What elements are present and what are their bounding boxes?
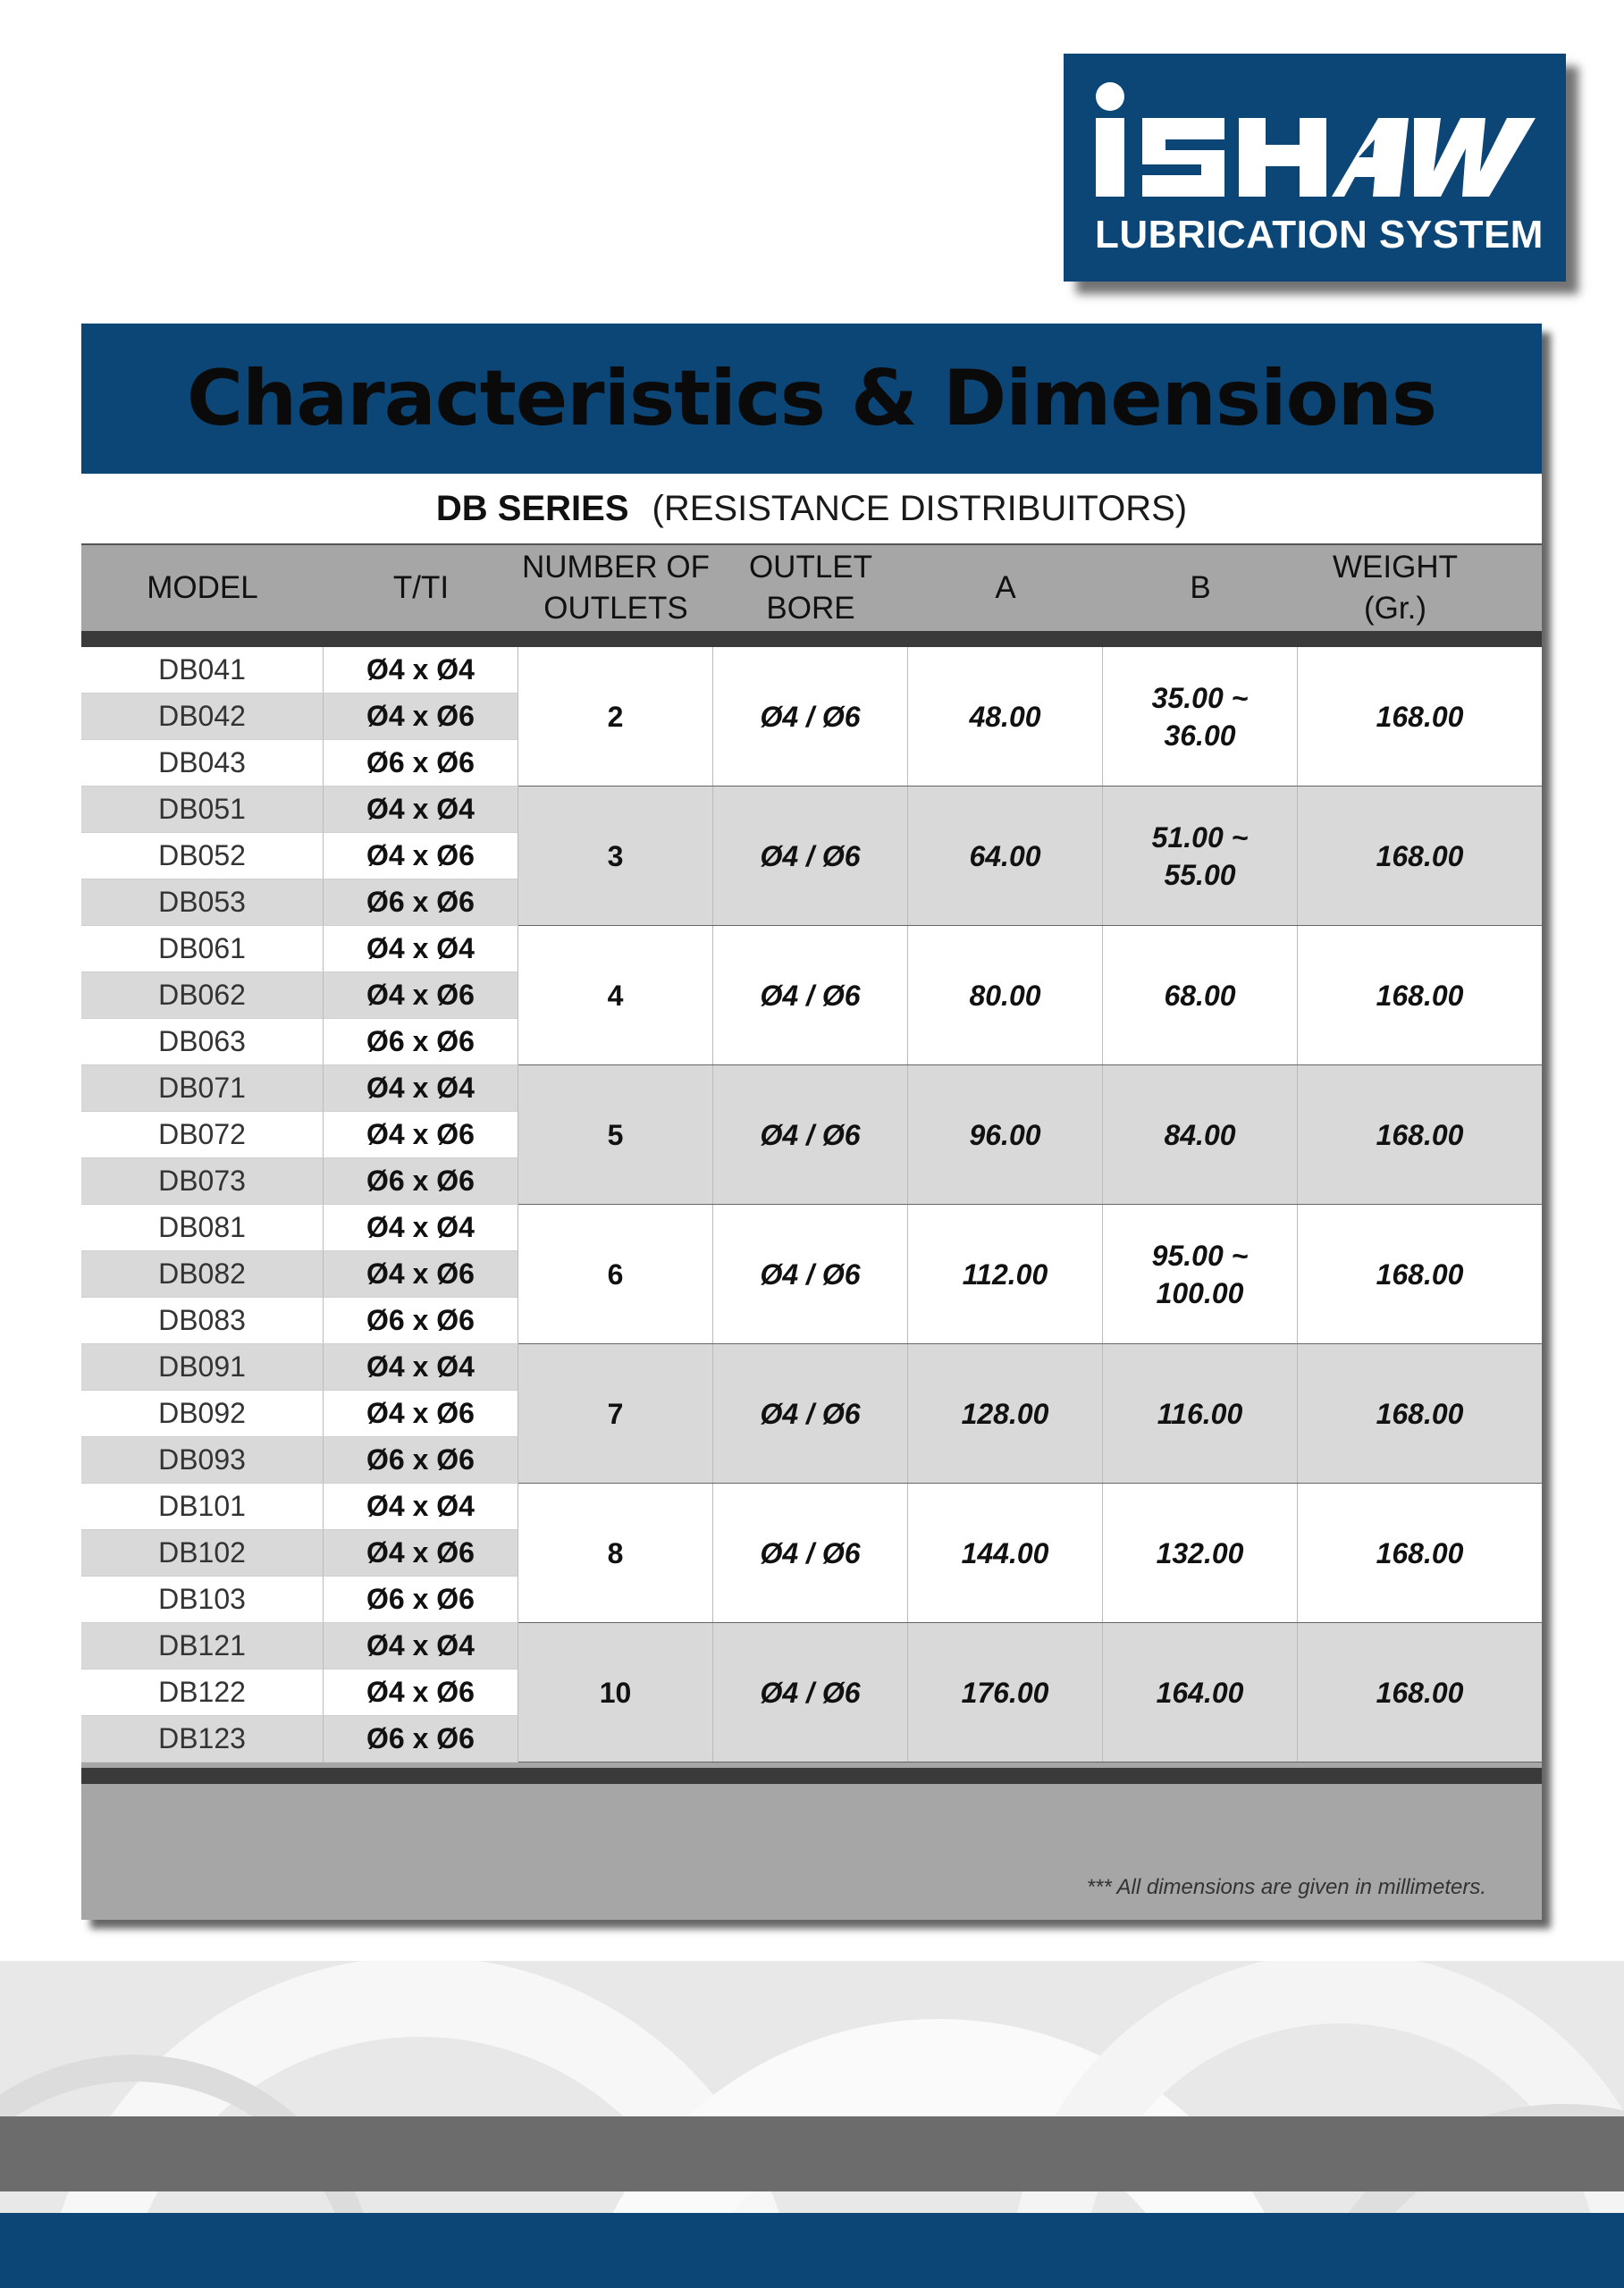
footnote: *** All dimensions are given in millimeters. <box>1086 1875 1486 1899</box>
cell-tti: Ø6 x Ø6 <box>324 740 518 786</box>
cell-model: DB093 <box>81 1437 324 1484</box>
page-title: Characteristics & Dimensions <box>186 354 1437 443</box>
header-a-label: A <box>995 570 1016 605</box>
logo-tagline: LUBRICATION SYSTEM <box>1095 213 1544 257</box>
header-tti <box>324 545 518 631</box>
cell-dimension-b: 164.00 <box>1103 1623 1298 1762</box>
cell-tti: Ø6 x Ø6 <box>324 1577 518 1623</box>
cell-model: DB063 <box>81 1019 324 1065</box>
table-group <box>81 1484 1542 1623</box>
company-logo <box>1064 54 1566 282</box>
table-separator-bottom <box>81 1768 1542 1784</box>
cell-model: DB041 <box>81 647 324 694</box>
cell-dimension-a: 128.00 <box>908 1344 1103 1483</box>
cell-model: DB103 <box>81 1577 324 1623</box>
header-b-label: B <box>1190 570 1211 605</box>
table-body <box>81 647 1542 1768</box>
cell-tti: Ø4 x Ø6 <box>324 694 518 740</box>
cell-model: DB102 <box>81 1530 324 1577</box>
cell-dimension-a: 80.00 <box>908 926 1103 1064</box>
cell-tti: Ø4 x Ø4 <box>324 1484 518 1530</box>
table-group <box>81 1205 1542 1344</box>
cell-outlets: 8 <box>518 1484 713 1622</box>
cell-model: DB123 <box>81 1716 324 1762</box>
cell-weight: 168.00 <box>1376 1118 1464 1151</box>
header-outlets-line1: NUMBER OF <box>522 550 710 585</box>
cell-dimension-b: 116.00 <box>1103 1344 1298 1483</box>
table-group <box>81 1065 1542 1205</box>
header-a <box>908 545 1103 631</box>
cell-tti: Ø4 x Ø6 <box>324 1670 518 1716</box>
header-bore-line2: BORE <box>766 591 855 626</box>
cell-tti: Ø6 x Ø6 <box>324 1437 518 1484</box>
header-bore <box>713 545 908 631</box>
cell-model: DB073 <box>81 1158 324 1205</box>
table-group <box>81 1344 1542 1484</box>
cell-tti: Ø6 x Ø6 <box>324 1158 518 1205</box>
header-b <box>1103 545 1298 631</box>
ishaw-wordmark <box>1064 54 1566 214</box>
cell-tti: Ø6 x Ø6 <box>324 879 518 926</box>
cell-tti: Ø4 x Ø6 <box>324 1112 518 1158</box>
cell-model: DB083 <box>81 1298 324 1344</box>
footer-grey-band <box>0 2116 1624 2191</box>
cell-model: DB101 <box>81 1484 324 1530</box>
cell-dimension-b: 84.00 <box>1103 1065 1298 1204</box>
header-tti-label: T/TI <box>392 570 450 605</box>
cell-outlets: 7 <box>518 1344 713 1483</box>
cell-tti: Ø6 x Ø6 <box>324 1716 518 1762</box>
table-group <box>81 1623 1542 1762</box>
cell-dimension-a: 48.00 <box>908 647 1103 786</box>
cell-model: DB071 <box>81 1065 324 1112</box>
cell-weight: 168.00 <box>1376 839 1464 872</box>
table-header <box>81 543 1542 631</box>
cell-tti: Ø4 x Ø4 <box>324 647 518 694</box>
cell-model: DB072 <box>81 1112 324 1158</box>
cell-tti: Ø4 x Ø6 <box>324 1391 518 1437</box>
cell-weight: 168.00 <box>1376 1258 1464 1291</box>
cell-tti: Ø4 x Ø6 <box>324 833 518 879</box>
series-row <box>81 474 1542 543</box>
header-weight-line1: WEIGHT <box>1333 550 1458 585</box>
header-outlets-label <box>522 547 710 629</box>
cell-tti: Ø4 x Ø4 <box>324 786 518 833</box>
cell-tti: Ø4 x Ø4 <box>324 926 518 972</box>
header-outlets-line2: OUTLETS <box>543 591 688 626</box>
header-weight-label <box>1333 547 1458 629</box>
cell-outlets: 10 <box>518 1623 713 1762</box>
cell-model: DB043 <box>81 740 324 786</box>
cell-outlets: 2 <box>518 647 713 786</box>
cell-model: DB082 <box>81 1251 324 1298</box>
header-weight-line2: (Gr.) <box>1364 591 1426 626</box>
header-model <box>81 545 324 631</box>
cell-model: DB053 <box>81 879 324 926</box>
table-separator-top <box>81 631 1542 647</box>
header-outlets <box>518 545 713 631</box>
cell-dimension-a: 96.00 <box>908 1065 1103 1204</box>
cell-tti: Ø6 x Ø6 <box>324 1019 518 1065</box>
cell-dimension-a: 64.00 <box>908 786 1103 925</box>
cell-model: DB122 <box>81 1670 324 1716</box>
cell-model: DB052 <box>81 833 324 879</box>
cell-model: DB092 <box>81 1391 324 1437</box>
cell-outlets: 4 <box>518 926 713 1064</box>
cell-dimension-a: 112.00 <box>908 1205 1103 1343</box>
cell-outlet-bore: Ø4 / Ø6 <box>713 647 908 786</box>
cell-weight: 168.00 <box>1376 1397 1464 1430</box>
cell-tti: Ø4 x Ø4 <box>324 1065 518 1112</box>
cell-tti: Ø4 x Ø6 <box>324 1530 518 1577</box>
cell-model: DB051 <box>81 786 324 833</box>
cell-dimension-b: 132.00 <box>1103 1484 1298 1622</box>
cell-weight: 168.00 <box>1376 1536 1464 1569</box>
cell-dimension-b: 51.00 ~ 55.00 <box>1103 786 1298 925</box>
cell-tti: Ø4 x Ø4 <box>324 1623 518 1670</box>
cell-dimension-a: 176.00 <box>908 1623 1103 1762</box>
cell-weight: 168.00 <box>1376 979 1464 1012</box>
cell-outlet-bore: Ø4 / Ø6 <box>713 1484 908 1622</box>
spec-card <box>81 324 1542 1920</box>
cell-dimension-b: 35.00 ~ 36.00 <box>1103 647 1298 786</box>
header-model-label: MODEL <box>147 570 258 605</box>
table-group <box>81 647 1542 786</box>
cell-model: DB091 <box>81 1344 324 1391</box>
cell-outlet-bore: Ø4 / Ø6 <box>713 1205 908 1343</box>
cell-outlet-bore: Ø4 / Ø6 <box>713 926 908 1064</box>
cell-outlet-bore: Ø4 / Ø6 <box>713 1623 908 1762</box>
cell-model: DB062 <box>81 972 324 1019</box>
cell-model: DB042 <box>81 694 324 740</box>
cell-outlets: 5 <box>518 1065 713 1204</box>
header-bore-label <box>749 547 872 629</box>
table-group <box>81 926 1542 1065</box>
cell-tti: Ø4 x Ø4 <box>324 1205 518 1251</box>
cell-outlet-bore: Ø4 / Ø6 <box>713 1065 908 1204</box>
cell-tti: Ø6 x Ø6 <box>324 1298 518 1344</box>
cell-model: DB081 <box>81 1205 324 1251</box>
series-description: (RESISTANCE DISTRIBUITORS) <box>652 488 1188 528</box>
cell-model: DB121 <box>81 1623 324 1670</box>
cell-model: DB061 <box>81 926 324 972</box>
series-name: DB SERIES <box>435 488 629 528</box>
cell-outlet-bore: Ø4 / Ø6 <box>713 786 908 925</box>
cell-outlet-bore: Ø4 / Ø6 <box>713 1344 908 1483</box>
cell-weight: 168.00 <box>1376 1676 1464 1709</box>
cell-dimension-a: 144.00 <box>908 1484 1103 1622</box>
cell-outlets: 3 <box>518 786 713 925</box>
header-bore-line1: OUTLET <box>748 550 873 585</box>
header-weight <box>1298 545 1493 631</box>
cell-dimension-b: 68.00 <box>1103 926 1298 1064</box>
cell-weight: 168.00 <box>1376 700 1464 733</box>
table-group <box>81 786 1542 926</box>
cell-outlets: 6 <box>518 1205 713 1343</box>
cell-tti: Ø4 x Ø4 <box>324 1344 518 1391</box>
cell-tti: Ø4 x Ø6 <box>324 972 518 1019</box>
title-banner <box>81 324 1542 474</box>
cell-tti: Ø4 x Ø6 <box>324 1251 518 1298</box>
cell-dimension-b: 95.00 ~ 100.00 <box>1103 1205 1298 1343</box>
footer-blue-band <box>0 2213 1624 2288</box>
